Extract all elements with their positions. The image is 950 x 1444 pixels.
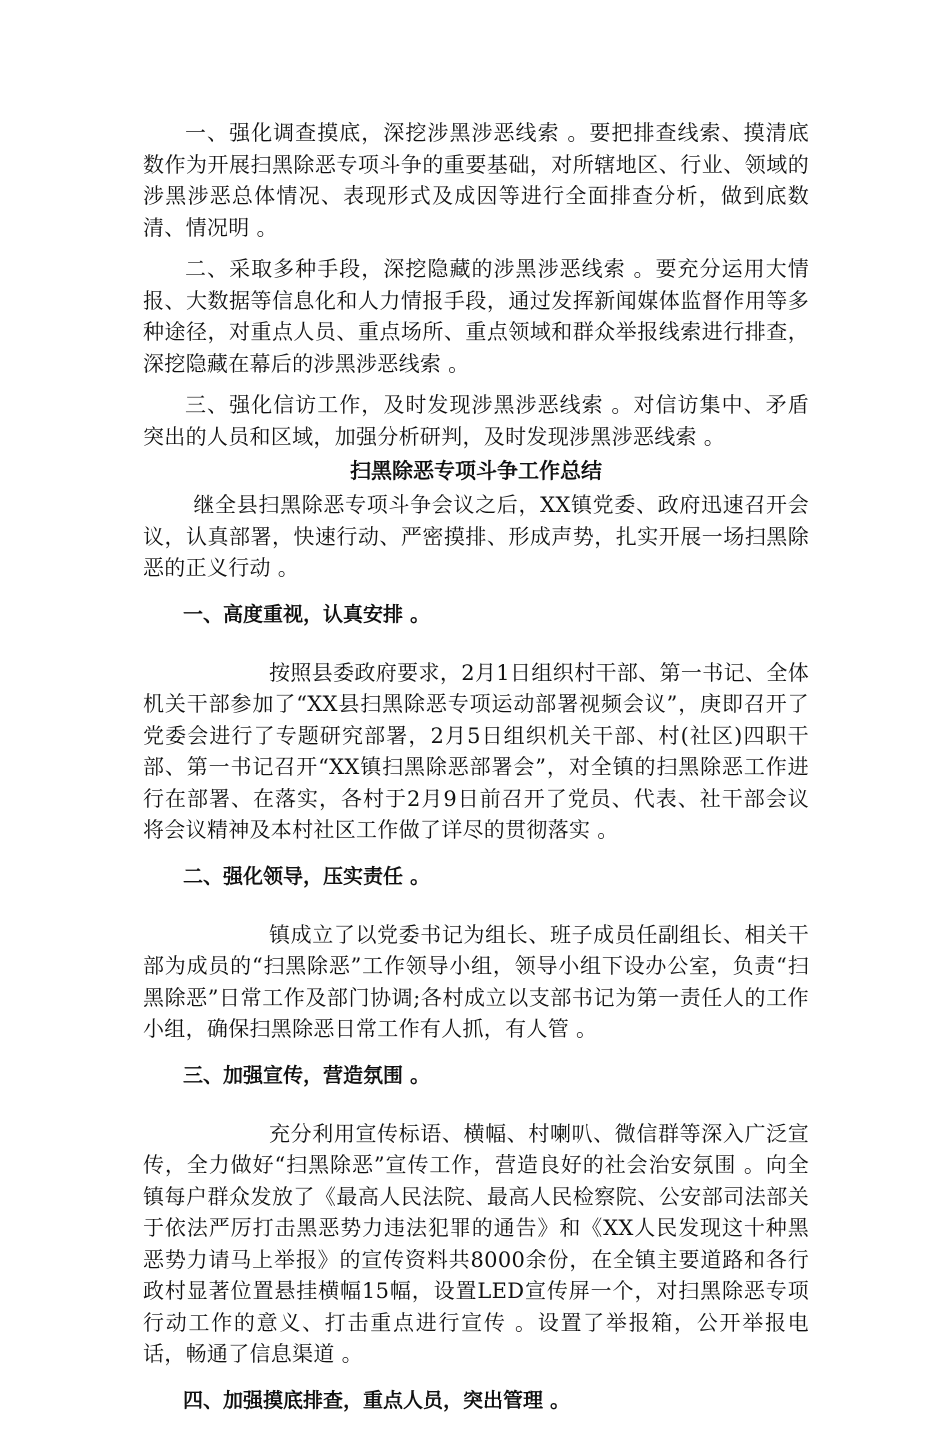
clue-paragraph-2: 二、采取多种手段，深挖隐藏的涉黑涉恶线索 。要充分运用大情报、大数据等信息化和人力情报手段，通过发挥新闻媒体监督作用等多种途径，对重点人员、重点场所、重点领域和群众举报线索进行排查，深挖隐藏在幕后的涉黑涉恶线索 。 bbox=[143, 257, 809, 376]
section-heading-4: 四、加强摸底排查，重点人员，突出管理 。 bbox=[183, 1387, 570, 1412]
section-body-3: 充分利用宣传标语、横幅、村喇叭、微信群等深入广泛宣传，全力做好“扫黑除恶”宣传工作，营造良好的社会治安氛围 。向全镇每户群众发放了《最高人民法院、最高人民检察院、公安部司法部关于依法严厉打击黑恶势力违法犯罪的通告》和《XX人民发现这十种黑恶势力请马上举报》的宣传资料共8000余份，在全镇主要道路和各行政村显著位置悬挂横幅15幅，设置LED宣传屏一个，对扫黑除恶专项行动工作的意义、打击重点进行宣传 。设置了举报箱，公开举报电话，畅通了信息渠道 。 bbox=[143, 1121, 809, 1366]
section-heading-1: 一、高度重视，认真安排 。 bbox=[183, 601, 430, 626]
clue-paragraph-1: 一、强化调查摸底，深挖涉黑涉恶线索 。要把排查线索、摸清底数作为开展扫黑除恶专项斗争的重要基础，对所辖地区、行业、领域的涉黑涉恶总体情况、表现形式及成因等进行全面排查分析，做到底数清、情况明 。 bbox=[143, 121, 809, 240]
document-title: 扫黑除恶专项斗争工作总结 bbox=[350, 459, 602, 483]
clue-paragraph-3: 三、强化信访工作，及时发现涉黑涉恶线索 。对信访集中、矛盾突出的人员和区域，加强分析研判，及时发现涉黑涉恶线索 。 bbox=[143, 393, 809, 449]
section-body-2: 镇成立了以党委书记为组长、班子成员任副组长、相关干部为成员的“扫黑除恶”工作领导小组，领导小组下设办公室，负责“扫黑除恶”日常工作及部门协调;各村成立以支部书记为第一责任人的工作小组，确保扫黑除恶日常工作有人抓，有人管 。 bbox=[143, 922, 809, 1041]
section-heading-2: 二、强化领导，压实责任 。 bbox=[183, 863, 430, 888]
section-body-1: 按照县委政府要求，2月1日组织村干部、第一书记、全体机关干部参加了“XX县扫黑除恶专项运动部署视频会议”，庚即召开了党委会进行了专题研究部署，2月5日组织机关干部、村(社区)四职干部、第一书记召开“XX镇扫黑除恶部署会”，对全镇的扫黑除恶工作进行在部署、在落实，各村于2月9日前召开了党员、代表、社干部会议将会议精神及本村社区工作做了详尽的贯彻落实 。 bbox=[143, 660, 809, 842]
section-heading-3: 三、加强宣传，营造氛围 。 bbox=[183, 1062, 430, 1087]
intro-paragraph: 继全县扫黑除恶专项斗争会议之后，XX镇党委、政府迅速召开会议，认真部署，快速行动、严密摸排、形成声势，扎实开展一场扫黑除恶的正义行动 。 bbox=[143, 493, 809, 580]
document-body bbox=[143, 118, 809, 1444]
